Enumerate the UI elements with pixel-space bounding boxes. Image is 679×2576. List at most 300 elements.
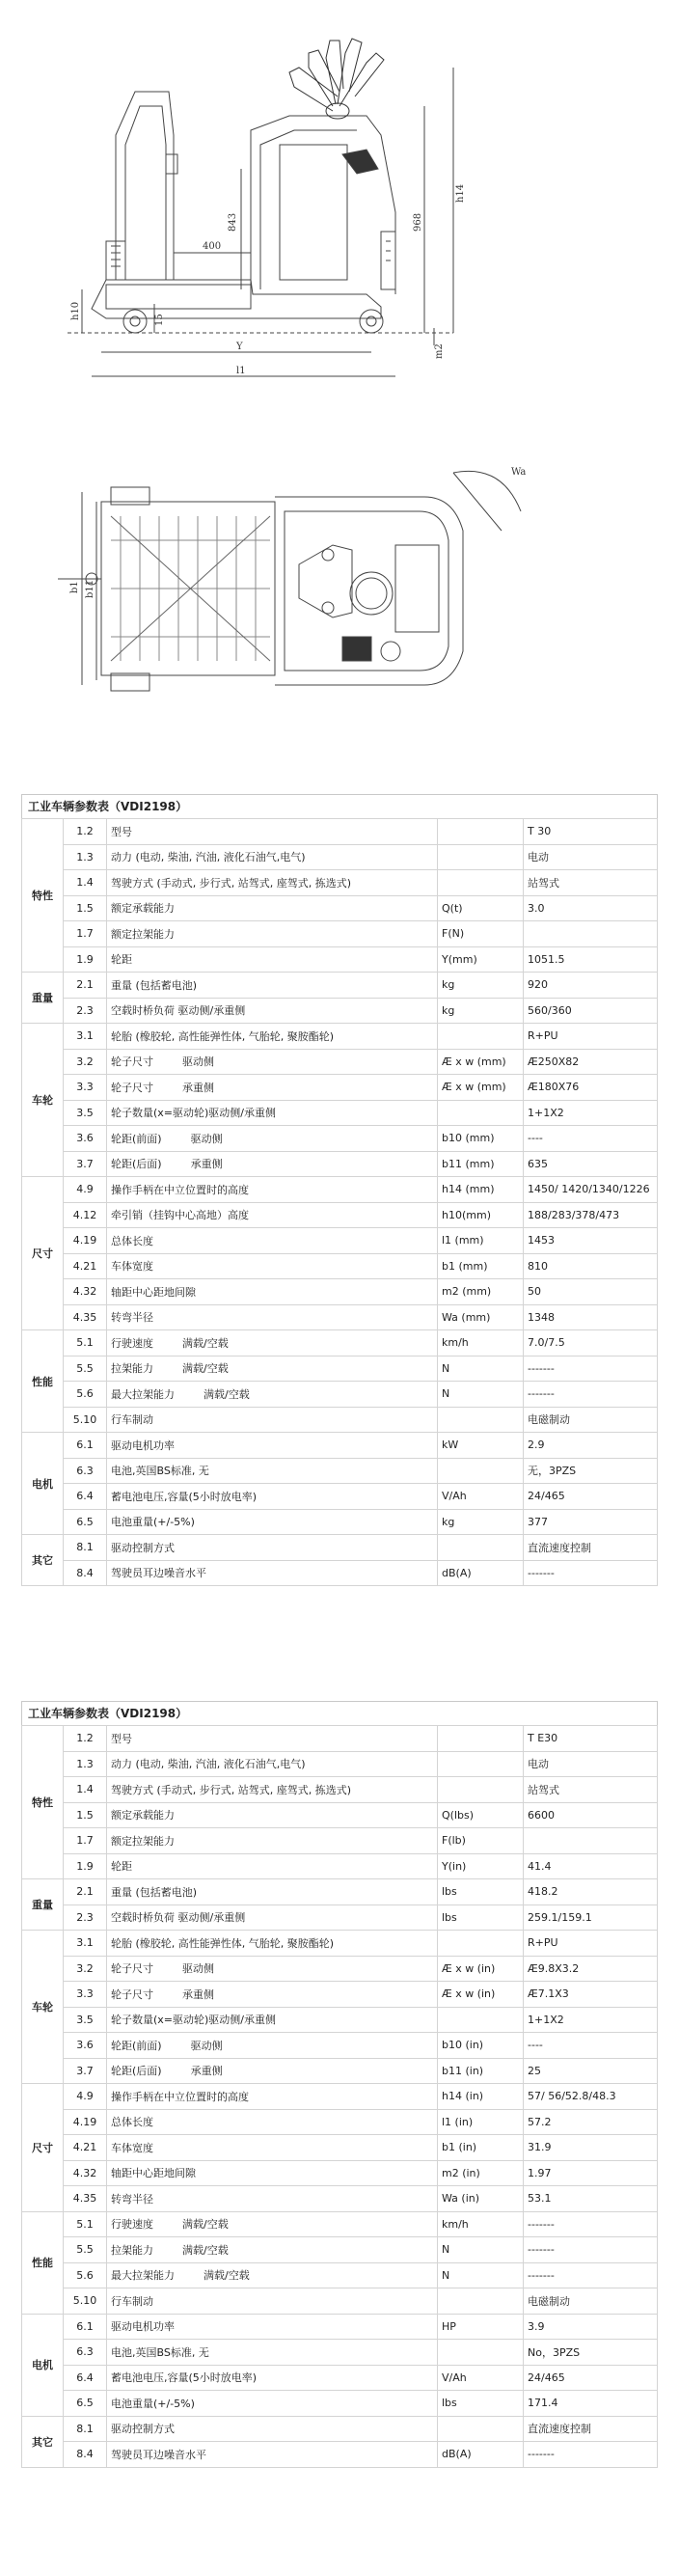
table-row (22, 2288, 658, 2315)
item-name-cell (107, 1433, 438, 1459)
value-cell: 635 (524, 1151, 658, 1177)
unit-cell: V/Ah (438, 2365, 524, 2391)
item-name-cell (107, 2416, 438, 2442)
item-number-cell: 6.4 (64, 1484, 107, 1510)
item-name-cell (107, 1828, 438, 1854)
item-name: 轮距 (111, 1860, 132, 1874)
item-side-label: 满载/空载 (204, 1387, 250, 1401)
category-cell: 电机 (22, 1433, 64, 1535)
item-number-cell: 1.2 (64, 1726, 107, 1752)
value-cell: 1+1X2 (524, 2007, 658, 2033)
item-side-label: 承重侧 (182, 1081, 214, 1094)
unit-cell: kg (438, 973, 524, 999)
item-number-cell: 8.1 (64, 1535, 107, 1561)
table-row (22, 2135, 658, 2161)
item-name-cell (107, 1931, 438, 1957)
item-name: 轮距(后面) (111, 2065, 162, 2078)
value-cell: 1348 (524, 1304, 658, 1330)
item-name: 驱动控制方式 (111, 1541, 175, 1554)
unit-cell: m2 (in) (438, 2160, 524, 2186)
item-name-cell (107, 1879, 438, 1905)
table-row (22, 1982, 658, 2008)
item-name: 驾驶员耳边噪音水平 (111, 2448, 206, 2461)
unit-cell (438, 2416, 524, 2442)
item-name: 蓄电池电压,容量(5小时放电率) (111, 2371, 258, 2385)
category-cell: 特性 (22, 819, 64, 973)
item-number-cell: 6.4 (64, 2365, 107, 2391)
unit-cell: h14 (mm) (438, 1177, 524, 1203)
item-name: 最大拉架能力 (111, 2269, 175, 2283)
item-number-cell: 4.21 (64, 2135, 107, 2161)
item-name-cell (107, 1726, 438, 1752)
unit-cell: Y(in) (438, 1853, 524, 1879)
value-cell: Æ250X82 (524, 1049, 658, 1075)
item-name-cell (107, 2058, 438, 2084)
item-number-cell: 3.7 (64, 2058, 107, 2084)
item-name-cell (107, 1382, 438, 1408)
item-name-cell (107, 1802, 438, 1828)
value-cell: 电动 (524, 844, 658, 870)
item-name: 重量 (包括蓄电池) (111, 1885, 198, 1899)
table-row (22, 1279, 658, 1305)
value-cell: 站驾式 (524, 870, 658, 896)
item-number-cell: 3.2 (64, 1956, 107, 1982)
table-row (22, 1177, 658, 1203)
unit-cell: Æ x w (in) (438, 1956, 524, 1982)
table-row (22, 2416, 658, 2442)
table-row (22, 1905, 658, 1931)
item-number-cell: 6.1 (64, 2314, 107, 2340)
item-number-cell: 4.35 (64, 1304, 107, 1330)
item-name: 行车制动 (111, 1413, 153, 1427)
spec-table (21, 818, 658, 1586)
item-name: 轮距 (111, 953, 132, 967)
item-number-cell: 2.3 (64, 998, 107, 1024)
item-number-cell: 1.4 (64, 1777, 107, 1803)
item-name: 重量 (包括蓄电池) (111, 978, 198, 992)
unit-cell: N (438, 2262, 524, 2288)
item-side-label: 满载/空载 (182, 1336, 229, 1350)
value-cell: 直流速度控制 (524, 2416, 658, 2442)
unit-cell (438, 1777, 524, 1803)
table-row (22, 1304, 658, 1330)
item-name-cell (107, 870, 438, 896)
item-name-cell (107, 2391, 438, 2417)
item-name-cell (107, 2262, 438, 2288)
unit-cell (438, 1458, 524, 1484)
unit-cell (438, 1535, 524, 1561)
item-side-label: 承重侧 (190, 1158, 223, 1171)
item-name: 轮子数量(x=驱动轮)驱动侧/承重侧 (111, 2014, 277, 2027)
item-name-cell (107, 1253, 438, 1279)
table-row (22, 1931, 658, 1957)
item-side-label: 驱动侧 (190, 1132, 223, 1145)
value-cell: Æ180X76 (524, 1075, 658, 1101)
item-name-cell (107, 2033, 438, 2059)
unit-cell (438, 870, 524, 896)
table-row (22, 1202, 658, 1228)
category-cell: 车轮 (22, 1931, 64, 2084)
value-cell: 1450/ 1420/1340/1226 (524, 1177, 658, 1203)
table-row (22, 819, 658, 845)
value-cell: 1051.5 (524, 946, 658, 973)
item-number-cell: 3.5 (64, 2007, 107, 2033)
item-number-cell: 1.2 (64, 819, 107, 845)
table-row (22, 2391, 658, 2417)
item-number-cell: 1.5 (64, 895, 107, 921)
item-number-cell: 1.7 (64, 921, 107, 947)
table-row (22, 1484, 658, 1510)
item-number-cell: 6.3 (64, 2340, 107, 2366)
value-cell: 810 (524, 1253, 658, 1279)
item-name: 驾驶员耳边噪音水平 (111, 1567, 206, 1580)
value-cell: 171.4 (524, 2391, 658, 2417)
unit-cell (438, 1407, 524, 1433)
item-name-cell (107, 1777, 438, 1803)
item-number-cell: 3.1 (64, 1931, 107, 1957)
table-row (22, 895, 658, 921)
table-row (22, 1560, 658, 1586)
table-row (22, 2340, 658, 2366)
item-name-cell (107, 2237, 438, 2263)
unit-cell: kg (438, 1509, 524, 1535)
value-cell: 418.2 (524, 1879, 658, 1905)
table-row (22, 1253, 658, 1279)
dim-h14: h14 (455, 183, 466, 203)
value-cell: ------- (524, 2237, 658, 2263)
item-number-cell: 1.9 (64, 1853, 107, 1879)
value-cell: 1453 (524, 1228, 658, 1254)
value-cell: ------- (524, 2211, 658, 2237)
table-row (22, 2262, 658, 2288)
table-row (22, 1956, 658, 1982)
unit-cell: Æ x w (mm) (438, 1049, 524, 1075)
item-number-cell: 1.3 (64, 844, 107, 870)
value-cell: 57/ 56/52.8/48.3 (524, 2084, 658, 2110)
table-row (22, 1853, 658, 1879)
table-row (22, 1356, 658, 1382)
item-name-cell (107, 1853, 438, 1879)
value-cell: 7.0/7.5 (524, 1330, 658, 1357)
top-view-drawing (0, 453, 679, 762)
item-name-cell (107, 895, 438, 921)
item-name: 蓄电池电压,容量(5小时放电率) (111, 1490, 258, 1503)
item-name-cell (107, 1751, 438, 1777)
dim-968: 968 (413, 212, 423, 232)
unit-cell: lbs (438, 2391, 524, 2417)
value-cell: ------- (524, 2262, 658, 2288)
category-cell: 其它 (22, 2416, 64, 2467)
table-row (22, 1777, 658, 1803)
unit-cell: Wa (in) (438, 2186, 524, 2212)
value-cell (524, 1828, 658, 1854)
table-row (22, 1433, 658, 1459)
unit-cell: lbs (438, 1905, 524, 1931)
item-name-cell (107, 2109, 438, 2135)
unit-cell: F(lb) (438, 1828, 524, 1854)
spec-table-metric (21, 794, 658, 1586)
item-name-cell (107, 998, 438, 1024)
item-name: 牵引销（挂钩中心高地）高度 (111, 1209, 249, 1222)
value-cell: 1+1X2 (524, 1100, 658, 1126)
item-number-cell: 5.6 (64, 1382, 107, 1408)
item-number-cell: 4.19 (64, 2109, 107, 2135)
item-name: 操作手柄在中立位置时的高度 (111, 2090, 249, 2103)
item-name-cell (107, 1535, 438, 1561)
dim-y: Y (236, 342, 243, 352)
item-name-cell (107, 1560, 438, 1586)
item-name: 驱动控制方式 (111, 2423, 175, 2436)
item-number-cell: 4.12 (64, 1202, 107, 1228)
item-name-cell (107, 2135, 438, 2161)
table-row (22, 1049, 658, 1075)
item-side-label: 承重侧 (182, 1987, 214, 2001)
unit-cell: F(N) (438, 921, 524, 947)
table-row (22, 973, 658, 999)
value-cell: 站驾式 (524, 1777, 658, 1803)
item-name-cell (107, 1151, 438, 1177)
table-row (22, 2160, 658, 2186)
item-name: 动力 (电动, 柴油, 汽油, 液化石油气,电气) (111, 851, 306, 864)
table-row (22, 2084, 658, 2110)
item-name: 额定承载能力 (111, 902, 175, 916)
unit-cell: b1 (mm) (438, 1253, 524, 1279)
item-number-cell: 3.1 (64, 1024, 107, 1050)
unit-cell (438, 2007, 524, 2033)
item-name: 总体长度 (111, 2116, 153, 2129)
table-row (22, 1802, 658, 1828)
item-name-cell (107, 2442, 438, 2468)
table-row (22, 1879, 658, 1905)
dim-l1: l1 (236, 366, 246, 376)
item-side-label: 满载/空载 (182, 2243, 229, 2257)
item-name-cell (107, 2288, 438, 2315)
category-cell: 尺寸 (22, 1177, 64, 1330)
value-cell: 259.1/159.1 (524, 1905, 658, 1931)
item-number-cell: 5.5 (64, 2237, 107, 2263)
item-number-cell: 4.35 (64, 2186, 107, 2212)
dim-b1: b1 (69, 581, 80, 593)
unit-cell: l1 (mm) (438, 1228, 524, 1254)
item-name: 型号 (111, 825, 132, 838)
table-row (22, 946, 658, 973)
item-name: 轮子尺寸 (111, 1962, 153, 1976)
unit-cell: Q(t) (438, 895, 524, 921)
item-name-cell (107, 921, 438, 947)
value-cell: R+PU (524, 1024, 658, 1050)
unit-cell (438, 1100, 524, 1126)
item-name-cell (107, 1177, 438, 1203)
item-side-label: 承重侧 (190, 2065, 223, 2078)
item-number-cell: 4.9 (64, 1177, 107, 1203)
unit-cell: N (438, 1382, 524, 1408)
value-cell: ------- (524, 2442, 658, 2468)
unit-cell: b11 (in) (438, 2058, 524, 2084)
table-row (22, 921, 658, 947)
value-cell (524, 921, 658, 947)
table-row (22, 2007, 658, 2033)
unit-cell: Q(lbs) (438, 1802, 524, 1828)
unit-cell: Æ x w (in) (438, 1982, 524, 2008)
item-number-cell: 3.2 (64, 1049, 107, 1075)
table-row (22, 1407, 658, 1433)
value-cell: T 30 (524, 819, 658, 845)
item-name: 行驶速度 (111, 1336, 153, 1350)
value-cell: 直流速度控制 (524, 1535, 658, 1561)
value-cell: Æ9.8X3.2 (524, 1956, 658, 1982)
item-name: 行车制动 (111, 2294, 153, 2308)
item-name: 车体宽度 (111, 1260, 153, 1274)
unit-cell: l1 (in) (438, 2109, 524, 2135)
table-row (22, 2211, 658, 2237)
item-name: 轴距中心距地间隙 (111, 1285, 196, 1299)
value-cell: 2.9 (524, 1433, 658, 1459)
item-name: 驾驶方式 (手动式, 步行式, 站驾式, 座驾式, 拣选式) (111, 1783, 352, 1796)
table-row (22, 1509, 658, 1535)
item-name: 轮子尺寸 (111, 1081, 153, 1094)
value-cell: 电磁制动 (524, 2288, 658, 2315)
unit-cell (438, 1024, 524, 1050)
item-side-label: 满载/空载 (182, 2218, 229, 2232)
unit-cell (438, 2340, 524, 2366)
item-name-cell (107, 844, 438, 870)
unit-cell (438, 1726, 524, 1752)
unit-cell: lbs (438, 1879, 524, 1905)
unit-cell: N (438, 2237, 524, 2263)
item-number-cell: 1.5 (64, 1802, 107, 1828)
item-name-cell (107, 2314, 438, 2340)
side-view-drawing (0, 0, 679, 405)
table-row (22, 1751, 658, 1777)
unit-cell: b11 (mm) (438, 1151, 524, 1177)
value-cell: 3.0 (524, 895, 658, 921)
value-cell: 25 (524, 2058, 658, 2084)
spec-table-imperial (21, 1701, 658, 2468)
value-cell: 57.2 (524, 2109, 658, 2135)
item-number-cell: 1.7 (64, 1828, 107, 1854)
item-name: 轮子尺寸 (111, 1055, 153, 1069)
item-name: 轮胎 (橡胶轮, 高性能弹性体, 气胎轮, 聚胺酯轮) (111, 1936, 335, 1950)
item-name-cell (107, 1330, 438, 1357)
item-name-cell (107, 1100, 438, 1126)
item-name: 转弯半径 (111, 2192, 153, 2206)
item-side-label: 驱动侧 (190, 2039, 223, 2052)
unit-cell: V/Ah (438, 1484, 524, 1510)
value-cell: 53.1 (524, 2186, 658, 2212)
value-cell: ------- (524, 1560, 658, 1586)
spec-table-title: 工业车辆参数表（VDI2198） (21, 1701, 658, 1725)
table-row (22, 2186, 658, 2212)
dim-wa: Wa (511, 467, 527, 478)
table-row (22, 1151, 658, 1177)
item-number-cell: 8.4 (64, 1560, 107, 1586)
item-number-cell: 1.3 (64, 1751, 107, 1777)
item-name-cell (107, 1279, 438, 1305)
table-row (22, 2442, 658, 2468)
item-name-cell (107, 1509, 438, 1535)
item-name-cell (107, 819, 438, 845)
table-row (22, 1100, 658, 1126)
table-row (22, 1024, 658, 1050)
value-cell: 41.4 (524, 1853, 658, 1879)
item-name-cell (107, 1228, 438, 1254)
item-name: 轮胎 (橡胶轮, 高性能弹性体, 气胎轮, 聚胺酯轮) (111, 1029, 335, 1043)
spec-table-title: 工业车辆参数表（VDI2198） (21, 794, 658, 818)
category-cell: 尺寸 (22, 2084, 64, 2212)
unit-cell: dB(A) (438, 1560, 524, 1586)
value-cell: No，3PZS (524, 2340, 658, 2366)
item-name: 额定拉架能力 (111, 1834, 175, 1848)
unit-cell (438, 844, 524, 870)
unit-cell: b1 (in) (438, 2135, 524, 2161)
value-cell: ---- (524, 1126, 658, 1152)
item-name: 拉架能力 (111, 1362, 153, 1376)
unit-cell: km/h (438, 2211, 524, 2237)
item-name-cell (107, 2340, 438, 2366)
table-row (22, 844, 658, 870)
value-cell: ---- (524, 2033, 658, 2059)
item-name: 轮子数量(x=驱动轮)驱动侧/承重侧 (111, 1107, 277, 1120)
item-name-cell (107, 1024, 438, 1050)
item-name: 操作手柄在中立位置时的高度 (111, 1183, 249, 1196)
value-cell: 50 (524, 1279, 658, 1305)
unit-cell: km/h (438, 1330, 524, 1357)
table-row (22, 2109, 658, 2135)
item-name: 车体宽度 (111, 2141, 153, 2154)
category-cell: 电机 (22, 2314, 64, 2416)
item-name: 驱动电机功率 (111, 1439, 175, 1452)
value-cell: ------- (524, 1356, 658, 1382)
category-cell: 重量 (22, 1879, 64, 1931)
value-cell: 24/465 (524, 2365, 658, 2391)
item-name: 电池重量(+/-5%) (111, 2397, 195, 2410)
dim-m2: m2 (434, 343, 445, 359)
unit-cell (438, 819, 524, 845)
item-name: 转弯半径 (111, 1311, 153, 1325)
category-cell: 特性 (22, 1726, 64, 1879)
value-cell: ------- (524, 1382, 658, 1408)
item-name: 额定承载能力 (111, 1809, 175, 1822)
item-name-cell (107, 1982, 438, 2008)
item-number-cell: 6.1 (64, 1433, 107, 1459)
item-name-cell (107, 1956, 438, 1982)
item-name: 空载时桥负荷 驱动侧/承重侧 (111, 1911, 246, 1925)
table-row (22, 1535, 658, 1561)
dim-h10: h10 (70, 301, 81, 320)
unit-cell: Wa (mm) (438, 1304, 524, 1330)
item-name: 空载时桥负荷 驱动侧/承重侧 (111, 1004, 246, 1018)
item-name: 总体长度 (111, 1234, 153, 1247)
item-number-cell: 5.6 (64, 2262, 107, 2288)
item-number-cell: 2.1 (64, 973, 107, 999)
item-name: 轮距(后面) (111, 1158, 162, 1171)
item-number-cell: 1.9 (64, 946, 107, 973)
item-number-cell: 3.3 (64, 1075, 107, 1101)
item-name-cell (107, 2211, 438, 2237)
item-name: 驱动电机功率 (111, 2320, 175, 2334)
unit-cell: Y(mm) (438, 946, 524, 973)
item-number-cell: 2.3 (64, 1905, 107, 1931)
unit-cell: dB(A) (438, 2442, 524, 2468)
item-name: 驾驶方式 (手动式, 步行式, 站驾式, 座驾式, 拣选式) (111, 876, 352, 890)
dim-843: 843 (228, 212, 238, 232)
category-cell: 其它 (22, 1535, 64, 1586)
unit-cell (438, 1931, 524, 1957)
item-name-cell (107, 1484, 438, 1510)
item-number-cell: 4.32 (64, 1279, 107, 1305)
item-number-cell: 3.6 (64, 2033, 107, 2059)
value-cell: 560/360 (524, 998, 658, 1024)
